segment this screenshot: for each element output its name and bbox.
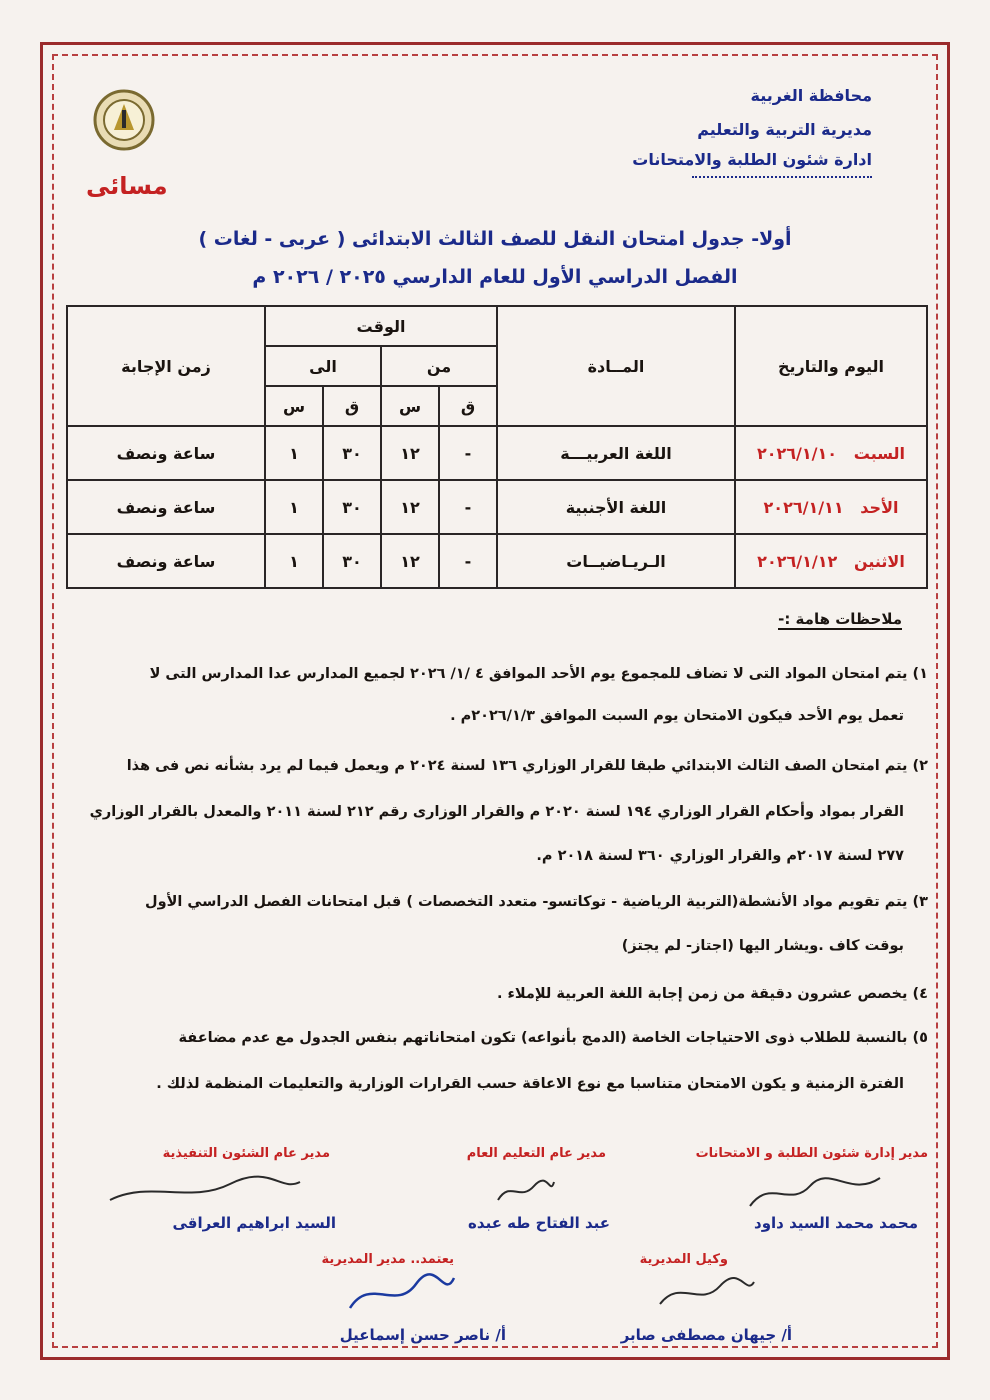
header-duration: زمن الإجابة bbox=[67, 306, 265, 426]
duration-cell: ساعة ونصف bbox=[67, 534, 265, 588]
signature-scribble bbox=[490, 1172, 560, 1212]
subject-cell: الـريـاضيــات bbox=[497, 534, 735, 588]
subject-cell: اللغة الأجنبية bbox=[497, 480, 735, 534]
header-to-min: ق bbox=[323, 386, 381, 426]
to-min-cell: ٣٠ bbox=[323, 480, 381, 534]
governorate-label: محافظة الغربية bbox=[750, 86, 872, 105]
exam-schedule-table bbox=[66, 305, 928, 589]
directorate-logo bbox=[92, 86, 156, 166]
from-hour-cell: ١٢ bbox=[381, 426, 439, 480]
signature-title: مدير إدارة شئون الطلبة و الامتحانات bbox=[695, 1146, 928, 1161]
to-min-cell: ٣٠ bbox=[323, 534, 381, 588]
to-hour-cell: ١ bbox=[265, 534, 323, 588]
day-date-cell: السبت ٢٠٢٦/١/١٠ bbox=[735, 426, 927, 480]
notes-heading: ملاحظات هامة :- bbox=[778, 610, 902, 628]
note-line: ٤) يخصص عشرون دقيقة من زمن إجابة اللغة العربية للإملاء . bbox=[496, 986, 928, 1002]
signature-title: مدير عام الشئون التنفيذية bbox=[162, 1146, 330, 1161]
note-line: تعمل يوم الأحد فيكون الامتحان يوم السبت الموافق ٢٠٢٦/١/٣م . bbox=[450, 708, 904, 724]
header-day-date: اليوم والتاريخ bbox=[735, 306, 927, 426]
day-date-cell: الاثنين ٢٠٢٦/١/١٢ bbox=[735, 534, 927, 588]
header-from: من bbox=[381, 346, 497, 386]
signature-title: مدير عام التعليم العام bbox=[466, 1146, 606, 1161]
signature-name: السيد ابراهيم العراقى bbox=[172, 1214, 336, 1232]
signature-title: يعتمد.. مدير المديرية bbox=[321, 1252, 454, 1267]
table-row bbox=[67, 426, 927, 480]
to-hour-cell: ١ bbox=[265, 426, 323, 480]
signature-scribble bbox=[740, 1168, 890, 1216]
signature-name: عبد الفتاح طه عبده bbox=[468, 1214, 610, 1232]
header-from-hour: س bbox=[381, 386, 439, 426]
signature-scribble bbox=[650, 1270, 760, 1316]
signature-name: أ/ ناصر حسن إسماعيل bbox=[339, 1326, 506, 1344]
signature-scribble bbox=[100, 1170, 310, 1212]
from-hour-cell: ١٢ bbox=[381, 534, 439, 588]
note-line: ٥) بالنسبة للطلاب ذوى الاحتياجات الخاصة (الدمج بأنواعه) تكون امتحاناتهم بنفس الجدول مع عدم مضاعفة bbox=[178, 1030, 928, 1046]
schedule-subtitle: الفصل الدراسي الأول للعام الدارسي ٢٠٢٥ / ٢٠٢٦ م bbox=[252, 266, 738, 288]
directorate-label: مديرية التربية والتعليم bbox=[697, 120, 872, 139]
header-to-hour: س bbox=[265, 386, 323, 426]
header-to: الى bbox=[265, 346, 381, 386]
note-line: ١) يتم امتحان المواد التى لا تضاف للمجموع يوم الأحد الموافق ٤ /١/ ٢٠٢٦ لجميع المدارس عدا المدارس التى لا bbox=[149, 666, 928, 682]
header-from-min: ق bbox=[439, 386, 497, 426]
from-hour-cell: ١٢ bbox=[381, 480, 439, 534]
note-line: ٢) يتم امتحان الصف الثالث الابتدائي طبقا للقرار الوزاري ١٣٦ لسنة ٢٠٢٤ م ويعمل فيما لم يرد بشأنه نص فى هذا bbox=[126, 758, 928, 774]
duration-cell: ساعة ونصف bbox=[67, 426, 265, 480]
note-line: الفترة الزمنية و يكون الامتحان متناسبا مع نوع الاعاقة حسب القرارات الوزارية والتعليمات المنظمة لذلك . bbox=[156, 1076, 904, 1092]
to-min-cell: ٣٠ bbox=[323, 426, 381, 480]
evening-shift-label: مسائى bbox=[86, 172, 168, 200]
from-min-cell: - bbox=[439, 480, 497, 534]
table-row bbox=[67, 480, 927, 534]
note-line: بوقت كاف .ويشار اليها (اجتاز- لم يجتز) bbox=[621, 938, 904, 954]
subject-cell: اللغة العربيـــة bbox=[497, 426, 735, 480]
to-hour-cell: ١ bbox=[265, 480, 323, 534]
department-label: ادارة شئون الطلبة والامتحانات bbox=[632, 150, 872, 169]
signature-scribble bbox=[340, 1270, 460, 1320]
schedule-title: أولا- جدول امتحان النقل للصف الثالث الابتدائى ( عربى - لغات ) bbox=[198, 228, 792, 250]
signature-name: أ/ جيهان مصطفى صابر bbox=[620, 1326, 792, 1344]
header-subject: المــادة bbox=[497, 306, 735, 426]
header-time: الوقت bbox=[265, 306, 497, 346]
duration-cell: ساعة ونصف bbox=[67, 480, 265, 534]
from-min-cell: - bbox=[439, 534, 497, 588]
signature-name: محمد محمد السيد داود bbox=[754, 1214, 918, 1232]
table-row bbox=[67, 534, 927, 588]
signature-title: وكيل المديرية bbox=[639, 1252, 728, 1267]
from-min-cell: - bbox=[439, 426, 497, 480]
header-underline bbox=[692, 176, 872, 178]
note-line: ٢٧٧ لسنة ٢٠١٧م والقرار الوزاري ٣٦٠ لسنة ٢٠١٨ م. bbox=[536, 848, 904, 864]
note-line: القرار بمواد وأحكام القرار الوزاري ١٩٤ لسنة ٢٠٢٠ م والقرار الوزارى رقم ٢١٢ لسنة ٢٠١١ والمعدل بالقرار الوزاري bbox=[89, 804, 904, 820]
note-line: ٣) يتم تقويم مواد الأنشطة(التربية الرياضية - توكاتسو- متعدد التخصصات ) قبل امتحانات الفصل الدراسي الأول bbox=[145, 894, 928, 910]
day-date-cell: الأحد ٢٠٢٦/١/١١ bbox=[735, 480, 927, 534]
